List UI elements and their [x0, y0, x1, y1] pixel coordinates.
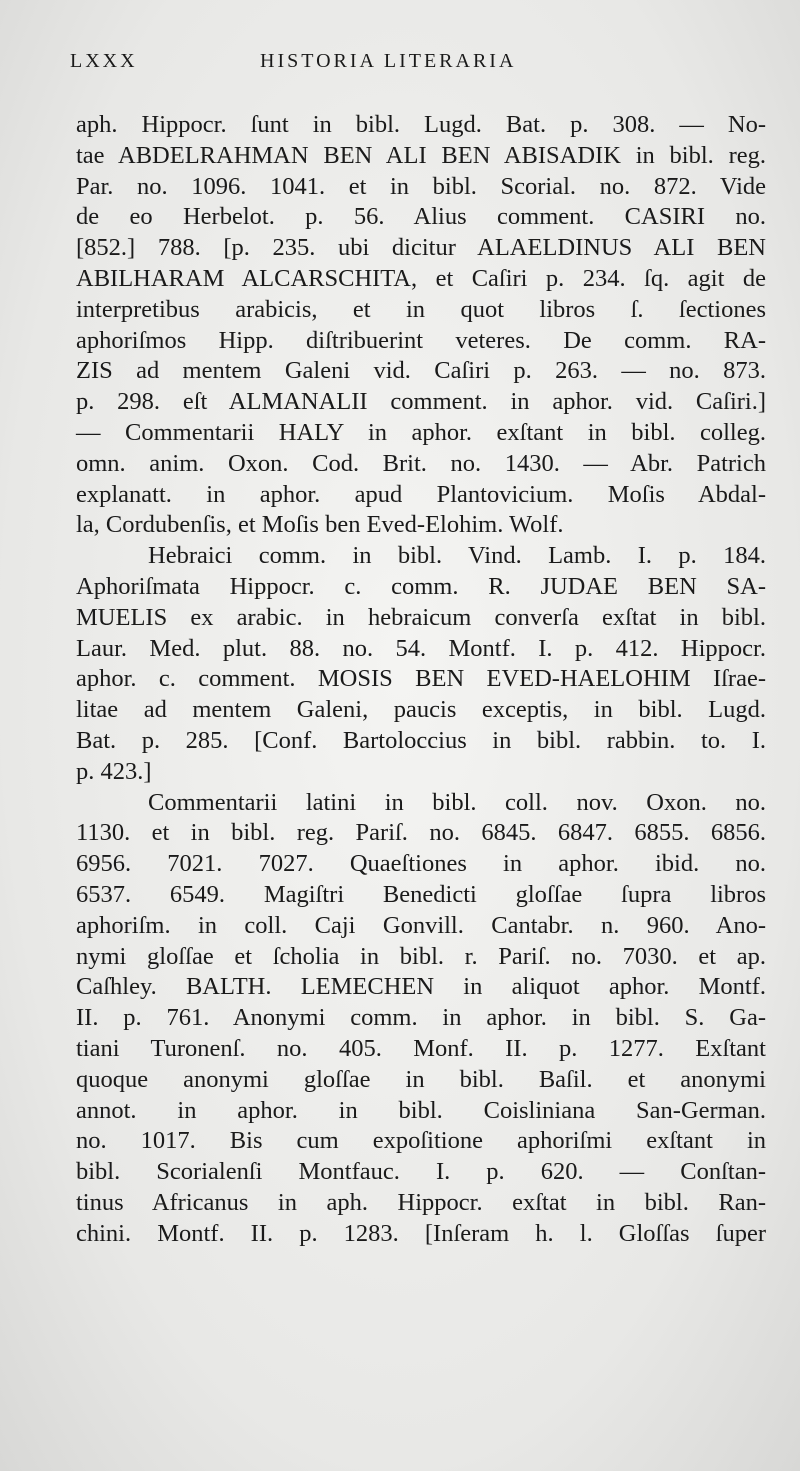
text-line: aphor. c. comment. MOSIS BEN EVED-HAELOHIM Iſrae- — [76, 665, 766, 693]
text-line: de eo Herbelot. p. 56. Alius comment. CASIRI no. — [76, 203, 766, 231]
text-line: annot. in aphor. in bibl. Coisliniana San-German. — [76, 1096, 766, 1124]
text-line: chini. Montf. II. p. 1283. [Inſeram h. l. Gloſſas ſuper — [76, 1219, 766, 1247]
text-line: — Commentarii HALY in aphor. exſtant in bibl. colleg. — [76, 418, 766, 446]
text-line: la, Cordubenſis, et Moſis ben Eved-Elohim. Wolf. — [76, 511, 564, 539]
text-line: tae ABDELRAHMAN BEN ALI BEN ABISADIK in bibl. reg. — [76, 141, 766, 169]
text-line: aphoriſmos Hipp. diſtribuerint veteres. De comm. RA- — [76, 326, 766, 354]
text-line: 6537. 6549. Magiſtri Benedicti gloſſae ſupra libros — [76, 880, 766, 908]
text-line: Bat. p. 285. [Conf. Bartoloccius in bibl. rabbin. to. I. — [76, 726, 766, 754]
text-line: ABILHARAM ALCARSCHITA, et Caſiri p. 234. ſq. agit de — [76, 264, 766, 292]
text-line: Hebraici comm. in bibl. Vind. Lamb. I. p. 184. — [148, 542, 766, 570]
body-text — [76, 110, 766, 1249]
text-line: explanatt. in aphor. apud Plantovicium. Moſis Abdal- — [76, 480, 766, 508]
text-line: tiani Turonenſ. no. 405. Monf. II. p. 1277. Exſtant — [76, 1034, 766, 1062]
text-line: aphoriſm. in coll. Caji Gonvill. Cantabr. n. 960. Ano- — [76, 911, 766, 939]
text-line: ZIS ad mentem Galeni vid. Caſiri p. 263. — no. 873. — [76, 357, 766, 385]
text-line: omn. anim. Oxon. Cod. Brit. no. 1430. — Abr. Patrich — [76, 449, 766, 477]
running-title: HISTORIA LITERARIA — [260, 50, 517, 72]
text-line: Par. no. 1096. 1041. et in bibl. Scorial. no. 872. Vide — [76, 172, 766, 200]
text-line: aph. Hippocr. ſunt in bibl. Lugd. Bat. p. 308. — No- — [76, 111, 766, 138]
text-line: Laur. Med. plut. 88. no. 54. Montf. I. p. 412. Hippocr. — [76, 634, 766, 662]
text-line: bibl. Scorialenſi Montfauc. I. p. 620. — Conſtan- — [76, 1158, 766, 1186]
text-line: II. p. 761. Anonymi comm. in aphor. in bibl. S. Ga- — [76, 1004, 766, 1032]
text-line: Caſhley. BALTH. LEMECHEN in aliquot aphor. Montf. — [76, 973, 766, 1001]
text-line: p. 423.] — [76, 757, 152, 785]
page-header — [70, 50, 710, 80]
text-line: 1130. et in bibl. reg. Pariſ. no. 6845. 6847. 6855. 6856. — [76, 819, 766, 847]
text-line: [852.] 788. [p. 235. ubi dicitur ALAELDINUS ALI BEN — [76, 234, 766, 262]
text-line: interpretibus arabicis, et in quot libros ſ. ſectiones — [76, 295, 766, 323]
text-line: MUELIS ex arabic. in hebraicum converſa exſtat in bibl. — [76, 603, 766, 631]
text-line: tinus Africanus in aph. Hippocr. exſtat in bibl. Ran- — [76, 1188, 766, 1216]
text-line: Aphoriſmata Hippocr. c. comm. R. JUDAE BEN SA- — [76, 572, 766, 600]
text-line: nymi gloſſae et ſcholia in bibl. r. Pariſ. no. 7030. et ap. — [76, 942, 766, 970]
text-line: quoque anonymi gloſſae in bibl. Baſil. et anonymi — [76, 1065, 766, 1093]
text-line: 6956. 7021. 7027. Quaeſtiones in aphor. ibid. no. — [76, 850, 766, 878]
text-line: p. 298. eſt ALMANALII comment. in aphor. vid. Caſiri.] — [76, 388, 766, 416]
text-line: no. 1017. Bis cum expoſitione aphoriſmi exſtant in — [76, 1127, 766, 1155]
text-line: litae ad mentem Galeni, paucis exceptis, in bibl. Lugd. — [76, 696, 766, 724]
page-number: LXXX — [70, 50, 138, 72]
text-line: Commentarii latini in bibl. coll. nov. Oxon. no. — [148, 788, 766, 816]
